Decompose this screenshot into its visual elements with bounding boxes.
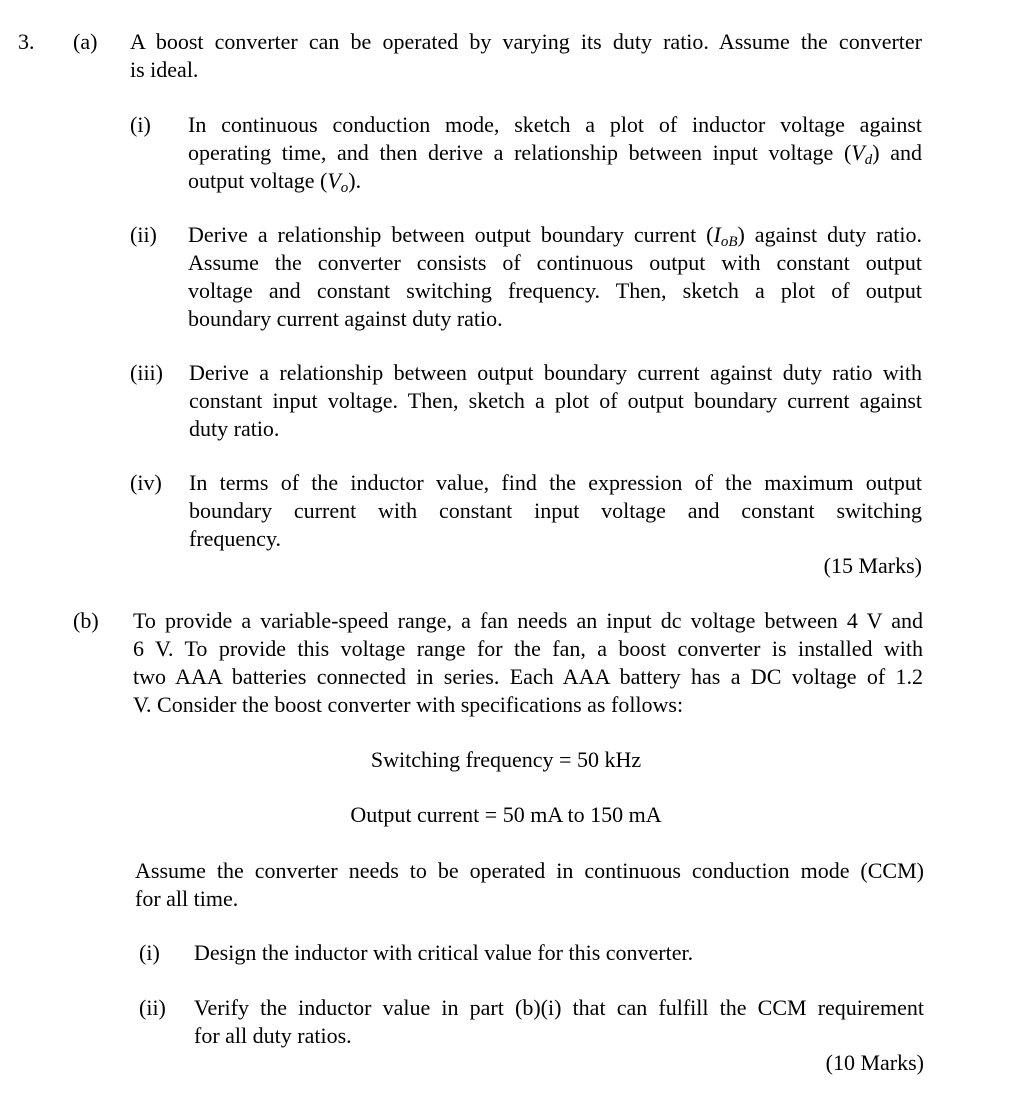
part-b-marks: (10 Marks) bbox=[825, 1050, 924, 1075]
part-a-item-iv-line-2: boundary current with constant input voltage and constant switching bbox=[189, 498, 922, 523]
part-a-item-ii-line-2: Assume the converter consists of continuous output with constant output bbox=[188, 250, 922, 275]
part-b-intro-line-4: V. Consider the boost converter with specifications as follows: bbox=[133, 692, 684, 717]
part-a-item-iii-label: (iii) bbox=[130, 360, 163, 385]
part-a-item-iii-line-1: Derive a relationship between output boundary current against duty ratio with bbox=[189, 360, 922, 385]
spec-switching-frequency: Switching frequency = 50 kHz bbox=[370, 747, 642, 772]
part-a-marks: (15 Marks) bbox=[823, 553, 922, 578]
part-b-intro-line-1: To provide a variable-speed range, a fan needs an input dc voltage between 4 V and bbox=[133, 608, 923, 633]
part-b-intro-line-2: 6 V. To provide this voltage range for the fan, a boost converter is installed with bbox=[133, 636, 923, 661]
part-a-intro-line-1: A boost converter can be operated by varying its duty ratio. Assume the converter bbox=[130, 29, 922, 54]
part-b-assume-line-2: for all time. bbox=[135, 886, 239, 911]
part-b-item-i-label: (i) bbox=[139, 940, 160, 965]
part-a-item-iv-line-3: frequency. bbox=[189, 526, 282, 551]
part-a-item-iii-line-3: duty ratio. bbox=[189, 416, 280, 441]
part-b-assume-line-1: Assume the converter needs to be operated in continuous conduction mode (CCM) bbox=[135, 858, 924, 883]
part-a-item-i-label: (i) bbox=[130, 112, 151, 137]
spec-output-current: Output current = 50 mA to 150 mA bbox=[350, 802, 662, 827]
part-a-item-ii-label: (ii) bbox=[130, 222, 157, 247]
part-b-item-ii-label: (ii) bbox=[139, 995, 166, 1020]
part-b-item-ii-line-2: for all duty ratios. bbox=[194, 1023, 352, 1048]
part-a-item-iii-line-2: constant input voltage. Then, sketch a plot of output boundary current against bbox=[189, 388, 922, 413]
question-number: 3. bbox=[18, 29, 35, 54]
part-a-item-ii-line-1: Derive a relationship between output boundary current $(I_{oB})$ against duty ratio. bbox=[188, 222, 922, 250]
part-a-item-iv-line-1: In terms of the inductor value, find the expression of the maximum output bbox=[189, 470, 922, 495]
part-b-item-ii-line-1: Verify the inductor value in part (b)(i) that can fulfill the CCM requirement bbox=[194, 995, 924, 1020]
part-a-item-iv-label: (iv) bbox=[130, 470, 162, 495]
part-a-label: (a) bbox=[73, 29, 98, 54]
part-a-intro-line-2: is ideal. bbox=[130, 57, 199, 82]
part-a-item-i-line-3: output voltage $(V_o)$. bbox=[188, 168, 362, 196]
part-a-item-i-line-1: In continuous conduction mode, sketch a plot of inductor voltage against bbox=[188, 112, 922, 137]
part-b-intro-line-3: two AAA batteries connected in series. Each AAA battery has a DC voltage of 1.2 bbox=[133, 664, 923, 689]
part-a-item-ii-line-4: boundary current against duty ratio. bbox=[188, 306, 503, 331]
part-b-label: (b) bbox=[73, 608, 99, 633]
part-a-item-ii-line-3: voltage and constant switching frequency. Then, sketch a plot of output bbox=[188, 278, 922, 303]
part-a-item-i-line-2: operating time, and then derive a relationship between input voltage $(V_d)$ and bbox=[188, 140, 922, 168]
part-b-item-i-line-1: Design the inductor with critical value for this converter. bbox=[194, 940, 694, 965]
